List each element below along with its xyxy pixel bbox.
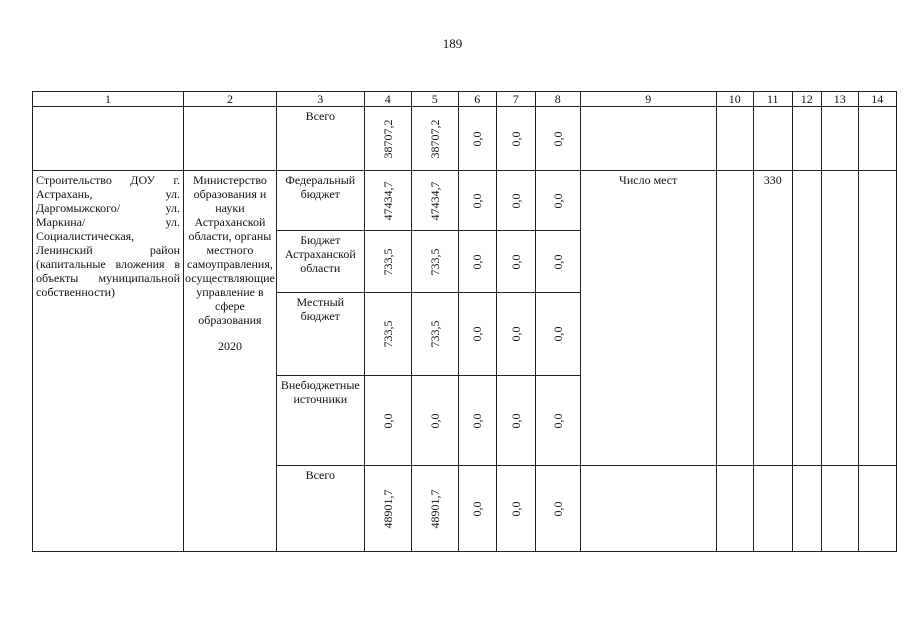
value-cell: 0,0 <box>508 254 523 269</box>
value-cell: 0,0 <box>550 254 565 269</box>
source-label: Внебюджетные источники <box>276 376 364 466</box>
value-cell: 0,0 <box>470 193 485 208</box>
column-header: 4 <box>364 92 411 107</box>
column-header: 11 <box>753 92 792 107</box>
value-cell: 0,0 <box>550 413 565 428</box>
value-cell: 38707,2 <box>427 119 442 158</box>
column-header: 13 <box>821 92 858 107</box>
column-header: 12 <box>792 92 821 107</box>
value-cell: 0,0 <box>550 501 565 516</box>
object-description: Строительство ДОУ г. Астрахань, ул. Даргомыжского/ ул. Маркина/ ул. Социалистическая, Ленинский район (капитальные вложения в объекты муниципальной собственности) <box>33 171 184 552</box>
column-header: 7 <box>496 92 535 107</box>
value-cell: 0,0 <box>470 501 485 516</box>
source-label: Всего <box>276 466 364 552</box>
column-header: 8 <box>535 92 580 107</box>
value-cell: 0,0 <box>380 413 395 428</box>
page-number: 189 <box>442 36 463 51</box>
column-header: 9 <box>580 92 716 107</box>
column-header: 10 <box>716 92 753 107</box>
header-row <box>33 92 897 107</box>
indicator-name: Число мест <box>580 171 716 466</box>
value-cell: 47434,7 <box>380 181 395 220</box>
column-header: 14 <box>858 92 896 107</box>
value-cell: 0,0 <box>550 193 565 208</box>
value-cell: 733,5 <box>427 248 442 275</box>
responsible-organization: Министерство образования и науки Астраханской области, органы местного самоуправления, осуществляющие управление в сфере образования 2020 <box>184 171 277 552</box>
source-label: Всего <box>276 107 364 171</box>
value-cell: 0,0 <box>470 131 485 146</box>
value-cell: 733,5 <box>380 248 395 275</box>
column-header: 1 <box>33 92 184 107</box>
value-cell: 733,5 <box>380 320 395 348</box>
value-cell: 48901,7 <box>427 489 442 528</box>
column-header: 2 <box>184 92 277 107</box>
value-cell: 0,0 <box>508 501 523 516</box>
value-cell: 733,5 <box>427 320 442 348</box>
column-header: 6 <box>458 92 496 107</box>
value-cell: 0,0 <box>508 193 523 208</box>
value-cell: 0,0 <box>470 326 485 342</box>
column-header: 3 <box>276 92 364 107</box>
table-row <box>33 171 897 231</box>
indicator-target: 330 <box>753 171 792 466</box>
value-cell: 0,0 <box>550 326 565 342</box>
value-cell: 38707,2 <box>380 119 395 158</box>
source-label: Местный бюджет <box>276 293 364 376</box>
value-cell: 48901,7 <box>380 489 395 528</box>
value-cell: 0,0 <box>508 413 523 428</box>
value-cell: 0,0 <box>550 131 565 146</box>
value-cell: 0,0 <box>508 326 523 342</box>
value-cell: 0,0 <box>470 254 485 269</box>
table-row <box>33 107 897 171</box>
value-cell: 0,0 <box>508 131 523 146</box>
source-label: Федеральный бюджет <box>276 171 364 231</box>
value-cell: 0,0 <box>470 413 485 428</box>
value-cell: 0,0 <box>427 413 442 428</box>
value-cell: 47434,7 <box>427 181 442 220</box>
year: 2020 <box>217 339 242 353</box>
source-label: Бюджет Астраханской области <box>276 231 364 293</box>
program-table <box>32 91 897 552</box>
column-header: 5 <box>411 92 458 107</box>
